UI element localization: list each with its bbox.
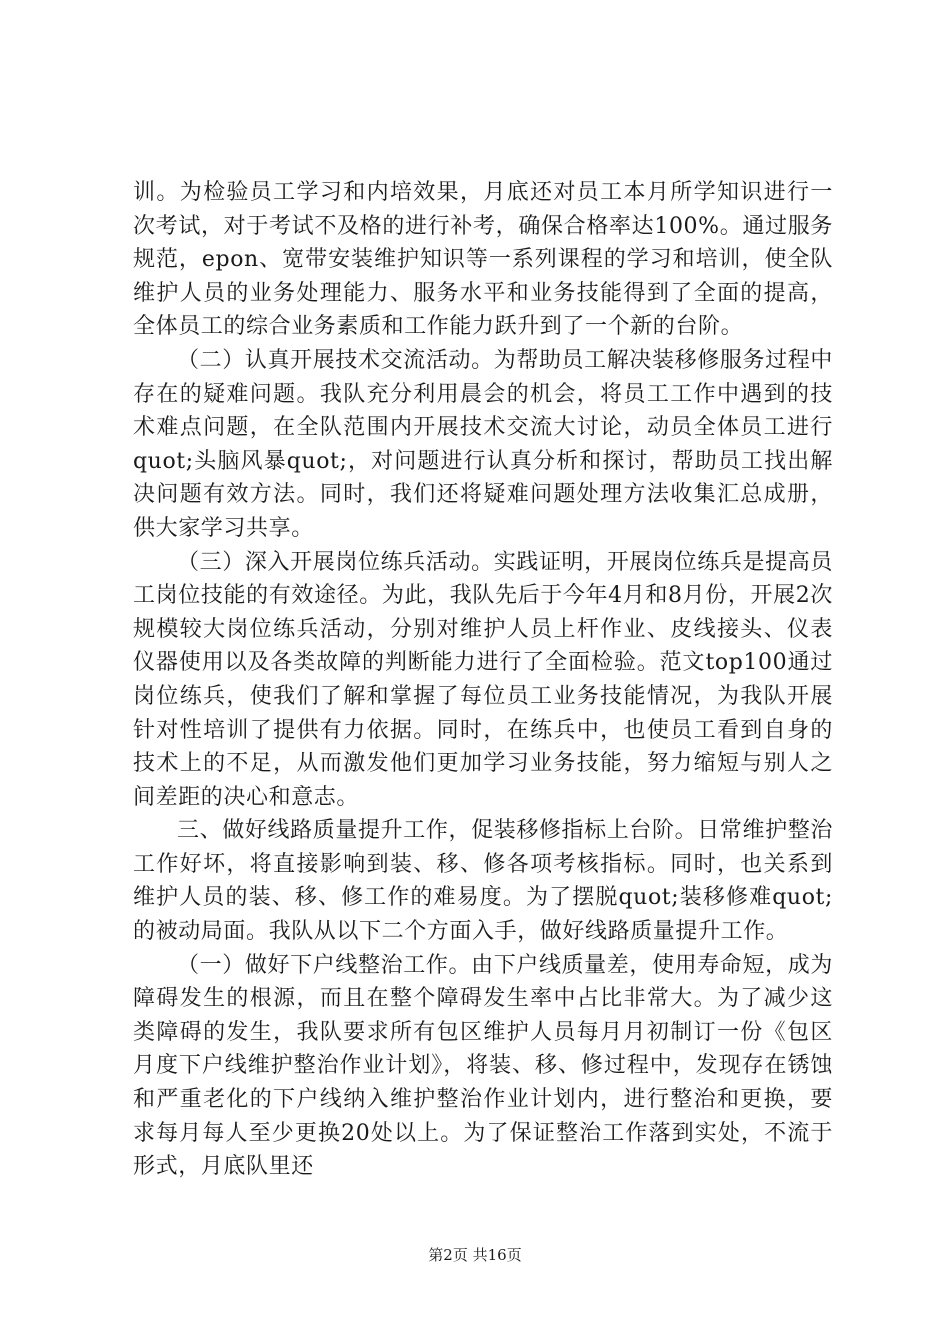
paragraph-3: （三）深入开展岗位练兵活动。实践证明，开展岗位练兵是提高员工岗位技能的有效途径。为此，我队先后于今年4月和8月份，开展2次规模较大岗位练兵活动，分别对维护人员上杆作业、皮线接头、仪表仪器使用以及各类故障的判断能力进行了全面检验。范文top100通过岗位练兵，使我们了解和掌握了每位员工业务技能情况，为我队开展针对性培训了提供有力依据。同时，在练兵中，也使员工看到自身的技术上的不足，从而激发他们更加学习业务技能，努力缩短与别人之间差距的决心和意志。 <box>133 549 833 810</box>
paragraph-4: 三、做好线路质量提升工作，促装移修指标上台阶。日常维护整治工作好坏，将直接影响到装、移、修各项考核指标。同时，也关系到维护人员的装、移、修工作的难易度。为了摆脱quot;装移修难quot;的被动局面。我队从以下二个方面入手，做好线路质量提升工作。 <box>133 818 833 945</box>
paragraph-2: （二）认真开展技术交流活动。为帮助员工解决装移修服务过程中存在的疑难问题。我队充分利用晨会的机会，将员工工作中遇到的技术难点问题，在全队范围内开展技术交流大讨论，动员全体员工进行quot;头脑风暴quot;，对问题进行认真分析和探讨，帮助员工找出解决问题有效方法。同时，我们还将疑难问题处理方法收集汇总成册，供大家学习共享。 <box>133 347 833 541</box>
page-footer: 第2页 共16页 <box>428 1246 522 1264</box>
document-body <box>133 176 833 1184</box>
paragraph-1: 训。为检验员工学习和内培效果，月底还对员工本月所学知识进行一次考试，对于考试不及格的进行补考，确保合格率达100%。通过服务规范，epon、宽带安装维护知识等一系列课程的学习和培训，使全队维护人员的业务处理能力、服务水平和业务技能得到了全面的提高，全体员工的综合业务素质和工作能力跃升到了一个新的台阶。 <box>133 180 833 340</box>
paragraph-5: （一）做好下户线整治工作。由下户线质量差，使用寿命短，成为障碍发生的根源，而且在整个障碍发生率中占比非常大。为了减少这类障碍的发生，我队要求所有包区维护人员每月月初制订一份《包区月度下户线维护整治作业计划》，将装、移、修过程中，发现存在锈蚀和严重老化的下户线纳入维护整治作业计划内，进行整治和更换，要求每月每人至少更换20处以上。为了保证整治工作落到实处，不流于形式，月底队里还 <box>133 952 833 1180</box>
